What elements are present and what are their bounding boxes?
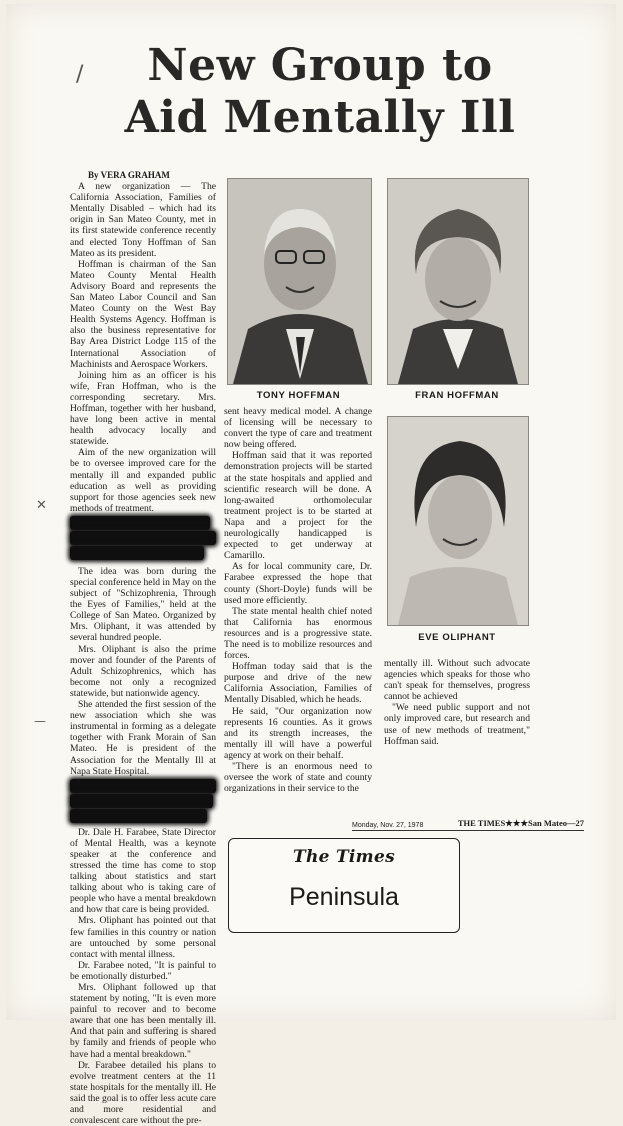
paragraph: mentally ill. Without such advocate agencies which speaks for those who can't speak for themselves, progress cannot be achieved <box>384 658 530 703</box>
paragraph: Joining him as an officer is his wife, Fran Hoffman, who is the corresponding secretary. Mrs. Hoffman, together with her husband, have long been active in mental health advocacy locally and statewide. <box>70 369 216 448</box>
publication-date: Monday, Nov. 27, 1978 <box>352 822 424 829</box>
paragraph: The state mental health chief noted that California has enormous resources and is a progressive state. The need is to mobilize resources and forces. <box>224 605 372 662</box>
paragraph: Dr. Farabee noted, "It is painful to be emotionally disturbed." <box>70 959 216 982</box>
paragraph: Dr. Dale H. Farabee, State Director of Mental Health, was a keynote speaker at the conference and stressed the time has come to stop talking about statistics and start talking about who is taking care of people who have a mental breakdown and how that care is being provided. <box>70 826 216 916</box>
page-footer <box>352 818 584 831</box>
paragraph: Aim of the new organization will be to oversee improved care for the mentally ill and expanded public education as well as providing support for those agencies seek new methods of treatment. <box>70 447 216 514</box>
headline-line-1: New Group to <box>147 40 493 91</box>
paragraph: Mrs. Oliphant followed up that statement by noting, "It is even more painful to recover and to become aware that one has been mentally ill. And that pain and suffering is shared by family and friends of people who have had a mental breakdown." <box>70 982 216 1060</box>
pen-mark-dash: — <box>34 714 46 728</box>
paragraph: sent heavy medical model. A change of licensing will be necessary to convert the type of care and treatment now being offered. <box>224 406 372 451</box>
headline-line-2: Aid Mentally Ill <box>124 92 516 143</box>
redaction-block <box>70 516 216 560</box>
byline: By VERA GRAHAM <box>88 170 170 180</box>
paragraph: A new organization — The California Association, Families of Mentally Disabled – which had its origin in San Mateo County, met in its first statewide conference recently and elected Tony Hoffman of San Mateo as its president. <box>70 181 216 259</box>
paragraph: Mrs. Oliphant has pointed out that few families in this country or nation are untouched by some personal contact with mental illness. <box>70 915 216 960</box>
paragraph: "We need public support and not only improved care, but research and use of new methods of treatment," Hoffman said. <box>384 702 530 747</box>
masthead-title: The Times <box>293 847 395 867</box>
paragraph: He said, "Our organization now represents 16 counties. As it grows and its strength increases, the mentally ill will have a powerful agency at work on their behalf. <box>224 705 372 761</box>
paragraph: Hoffman said that it was reported demonstration projects will be started at the state hospitals and applied and scientific research will be done. A long-awaited orthomolecular treatment project is to be started at Napa and a project for the neurologically handicapped is expected to get underway at Camarillo. <box>224 450 372 562</box>
photo-fran-hoffman <box>387 178 529 385</box>
paragraph: The idea was born during the special conference held in May on the subject of "Schizophrenia, Through the Eyes of Families," held at the College of San Mateo. Organized by Mrs. Oliphant, it was attended by several hundred people. <box>70 565 216 644</box>
photo-eve-oliphant <box>387 416 529 626</box>
section-name: Peninsula <box>289 883 399 911</box>
masthead-stamp <box>228 838 460 933</box>
paragraph: She attended the first session of the new association which she was instrumental in forming as a delegate together with Frank Morain of San Mateo. He is president of the Association for the Mentally Ill at Napa State Hospital. <box>70 699 216 777</box>
photo-tony-hoffman <box>227 178 372 385</box>
paragraph: "There is an enormous need to oversee the work of state and county organizations in their service to the <box>224 761 372 795</box>
caption-tony-hoffman: TONY HOFFMAN <box>256 390 341 401</box>
redaction-block <box>70 779 216 823</box>
paragraph: Mrs. Oliphant is also the prime mover and founder of the Parents of Adult Schizophrenics, which has become not only a recognized statewide, but nationwide agency. <box>70 643 216 699</box>
paragraph: Hoffman today said that is the purpose and drive of the new California Association, Families of Mentally Disabled, which he heads. <box>224 661 372 706</box>
column-3 <box>384 658 530 747</box>
paragraph: Hoffman is chairman of the San Mateo County Mental Health Advisory Board and represents the San Mateo Labor Council and San Mateo County on the West Bay Health Systems Agency. Hoffman is also the business representative for Bay Area District Lodge 115 of the International Association of Machinists and Aerospace Workers. <box>70 258 216 370</box>
paragraph: As for local community care, Dr. Farabee expressed the hope that county (Short-Doyle) funds will be used more efficiently. <box>224 561 372 606</box>
column-2 <box>224 406 372 794</box>
caption-fran-hoffman: FRAN HOFFMAN <box>415 390 499 401</box>
paragraph: Dr. Farabee detailed his plans to evolve treatment centers at the 11 state hospitals for the mentally ill. He said the goal is to offer less acute care and more residential and convalescent care without the pre- <box>70 1059 216 1126</box>
column-1 <box>70 170 216 1126</box>
pen-mark: / <box>76 62 84 87</box>
headline <box>110 40 530 144</box>
caption-eve-oliphant: EVE OLIPHANT <box>418 632 496 643</box>
pen-mark-x: ✕ <box>36 498 47 513</box>
publication-line: THE TIMES★★★San Mateo—27 <box>457 818 584 828</box>
